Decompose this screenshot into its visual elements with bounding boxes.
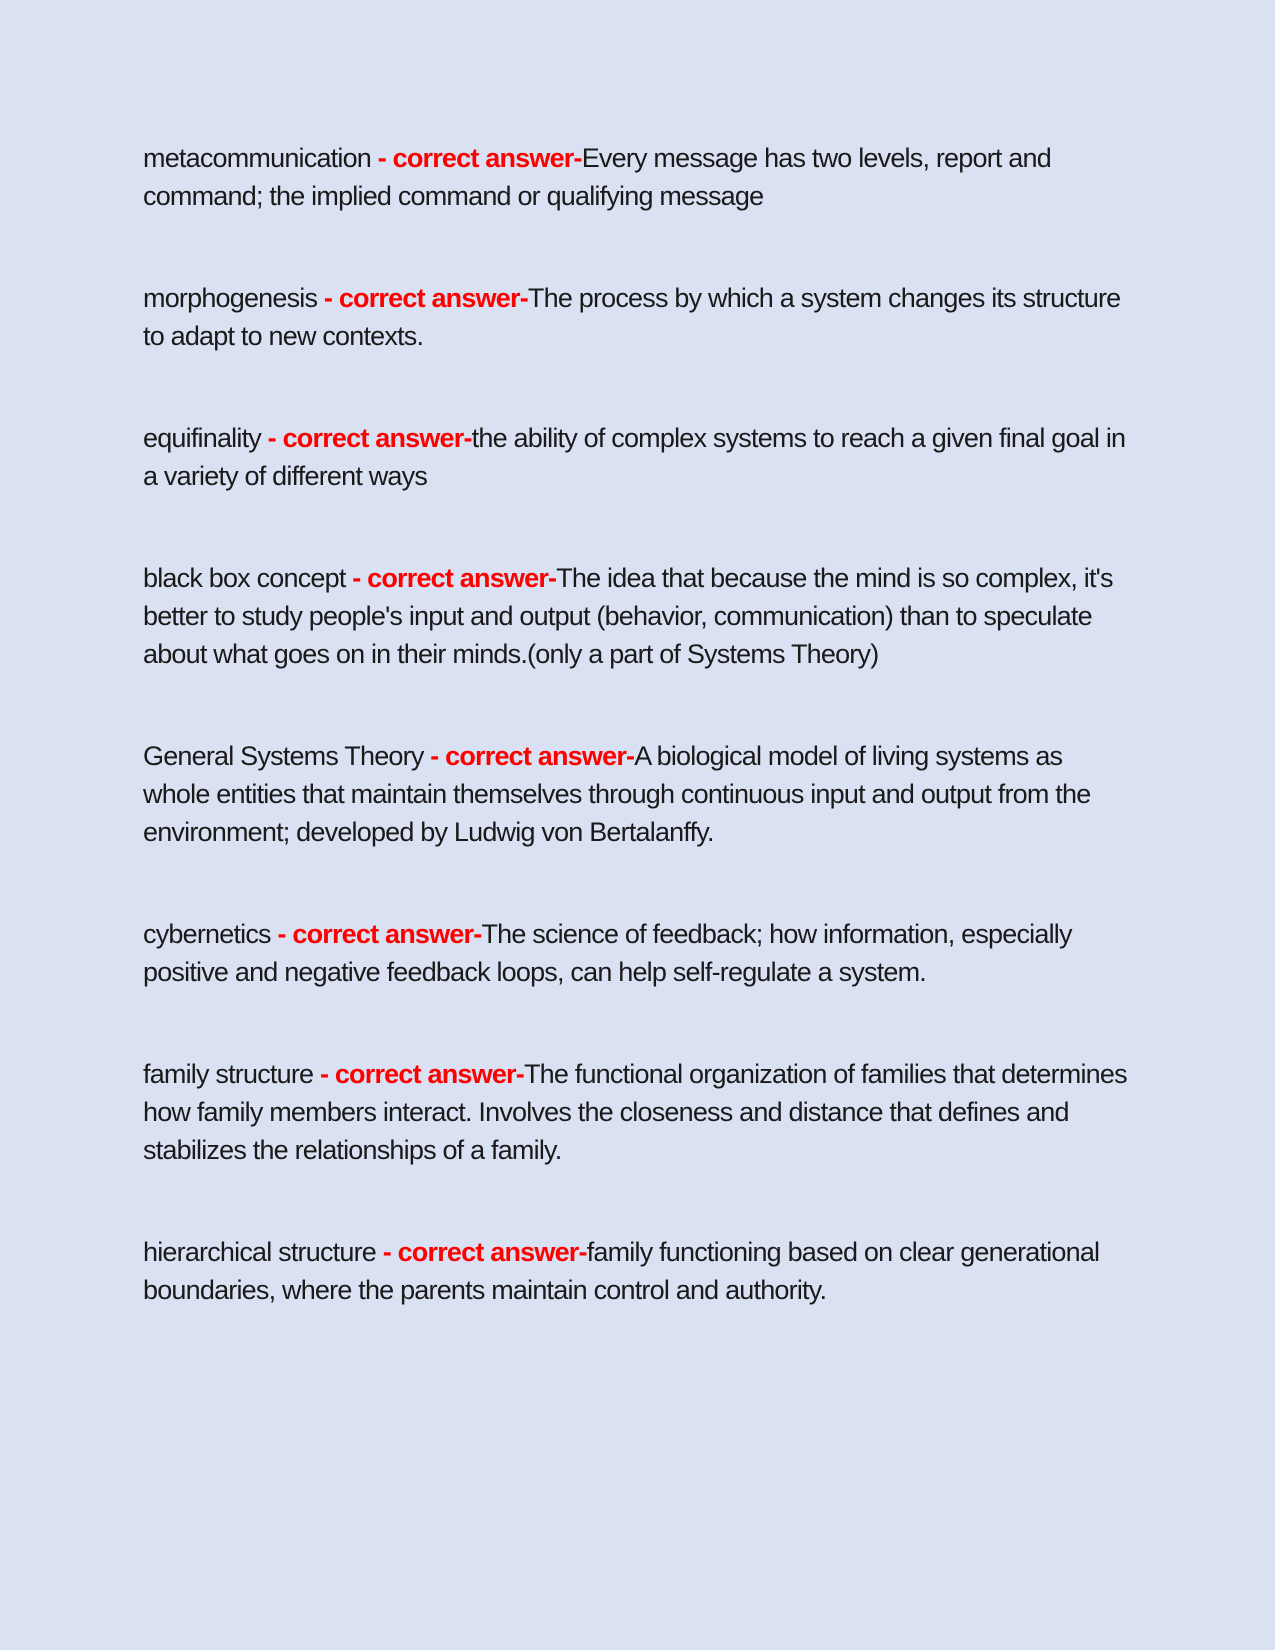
term-text: General Systems Theory [143,741,424,771]
correct-answer-label: - correct answer- [345,563,557,593]
correct-answer-label: - correct answer- [376,1237,587,1267]
term-entry-general-systems-theory [143,737,1135,851]
definition-text: A biological model of living systems as whole entities that maintain themselves through continuous input and output from the environment; developed by Ludwig von Bertalanffy. [143,741,1091,847]
definition-text: The process by which a system changes its structure to adapt to new contexts. [143,283,1121,351]
correct-answer-label: - correct answer- [317,283,528,313]
definition-text: The functional organization of families that determines how family members interact. Involves the closeness and distance that defines and stabilizes the relationships of a family. [143,1059,1127,1165]
definition-list [143,139,1135,1373]
definition-text: Every message has two levels, report and command; the implied command or qualifying message [143,143,1051,211]
term-entry-metacommunication [143,139,1135,215]
term-entry-hierarchical-structure [143,1233,1135,1309]
correct-answer-label: - correct answer- [423,741,635,771]
term-entry-cybernetics [143,915,1135,991]
correct-answer-label: - correct answer- [371,143,582,173]
definition-text: the ability of complex systems to reach a given final goal in a variety of different ways [143,423,1126,491]
definition-text: The idea that because the mind is so complex, it's better to study people's input and output (behavior, communication) than to speculate about what goes on in their minds.(only a part of Systems Theory) [143,563,1113,669]
term-text: hierarchical structure [143,1237,376,1267]
term-entry-family-structure [143,1055,1135,1169]
term-entry-black-box-concept [143,559,1135,673]
term-text: black box concept [143,563,346,593]
definition-text: family functioning based on clear generational boundaries, where the parents maintain control and authority. [143,1237,1100,1305]
term-text: morphogenesis [143,283,318,313]
definition-text: The science of feedback; how information, especially positive and negative feedback loops, can help self-regulate a system. [143,919,1072,987]
correct-answer-label: - correct answer- [270,919,482,949]
correct-answer-label: - correct answer- [313,1059,524,1089]
correct-answer-label: - correct answer- [260,423,472,453]
term-text: family structure [143,1059,314,1089]
term-text: equifinality [143,423,261,453]
term-entry-morphogenesis [143,279,1135,355]
term-text: cybernetics [143,919,271,949]
term-entry-equifinality [143,419,1135,495]
term-text: metacommunication [143,143,372,173]
